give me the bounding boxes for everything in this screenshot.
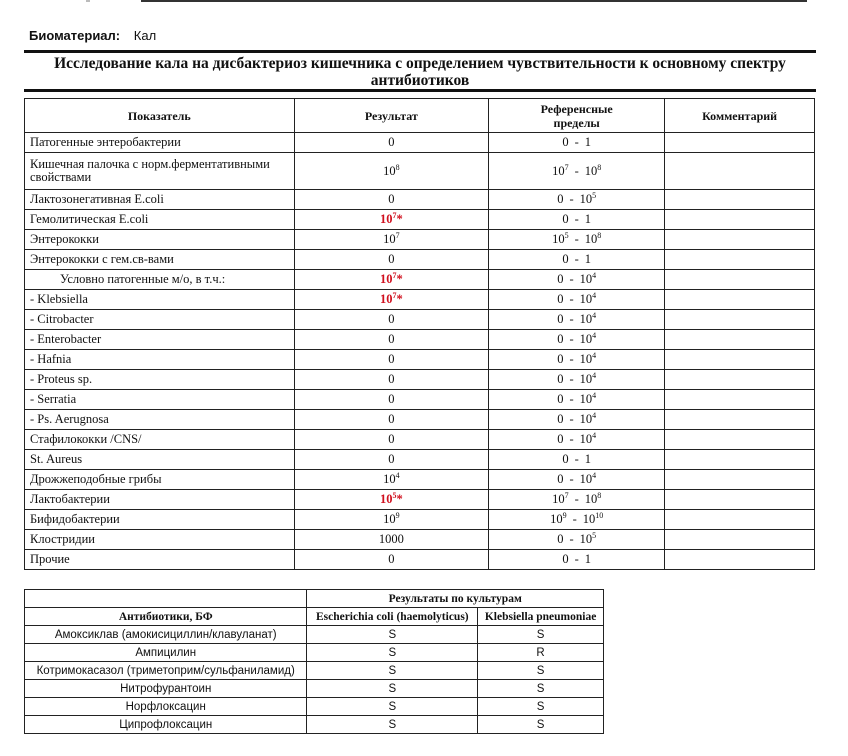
antibiotic-name: Ципрофлоксацин xyxy=(25,716,307,734)
page-edge-mark xyxy=(86,0,90,2)
value-base: 10 xyxy=(579,312,593,326)
comment-cell xyxy=(665,450,815,470)
value-exponent: 4 xyxy=(592,271,597,280)
value-base: 1 xyxy=(584,552,592,566)
range-separator: - xyxy=(574,232,579,246)
reference-range xyxy=(489,390,665,410)
value-base: 0 xyxy=(388,192,395,206)
title-top-rule xyxy=(24,50,816,53)
reference-range xyxy=(489,133,665,153)
reference-range xyxy=(489,350,665,370)
comment-cell xyxy=(665,290,815,310)
value-exponent: 8 xyxy=(597,231,602,240)
result-row xyxy=(25,153,815,190)
abnormal-flag: * xyxy=(396,292,403,306)
value-base: 0 xyxy=(388,372,395,386)
results-table xyxy=(24,98,815,570)
indicator-name: Энтерококки с гем.св-вами xyxy=(25,250,295,270)
reference-range xyxy=(489,153,665,190)
comment-cell xyxy=(665,190,815,210)
abnormal-flag: * xyxy=(396,272,403,286)
result-row xyxy=(25,270,815,290)
page-title: Исследование кала на дисбактериоз кишечника с определением чувствительности к основному спектру антибиотиков xyxy=(54,55,786,89)
result-row xyxy=(25,470,815,490)
comment-cell xyxy=(665,350,815,370)
result-value xyxy=(294,290,489,310)
value-exponent: 4 xyxy=(395,471,400,480)
value-base: 10 xyxy=(552,492,565,506)
value-base: 0 xyxy=(388,392,395,406)
range-separator: - xyxy=(569,432,574,446)
value-exponent: 5 xyxy=(564,231,569,240)
abnormal-flag: * xyxy=(396,492,403,506)
result-value xyxy=(294,270,489,290)
value-base: 0 xyxy=(557,392,564,406)
value-base: 10 xyxy=(383,163,396,178)
value-base: 10 xyxy=(380,292,393,306)
value-exponent: 7 xyxy=(392,271,397,280)
value-base: 10 xyxy=(383,472,396,486)
range-separator: - xyxy=(569,412,574,426)
header-antibiotic: Антибиотики, БФ xyxy=(25,608,307,626)
result-row xyxy=(25,310,815,330)
value-base: 0 xyxy=(388,352,395,366)
value-base: 1000 xyxy=(378,532,404,546)
header-klebsiella: Klebsiella pneumoniae xyxy=(478,608,604,626)
antibiotic-row xyxy=(25,698,604,716)
ecoli-sensitivity: S xyxy=(307,662,478,680)
klebsiella-sensitivity: S xyxy=(478,716,604,734)
value-base: 10 xyxy=(584,232,598,246)
comment-cell xyxy=(665,470,815,490)
value-exponent: 4 xyxy=(592,291,597,300)
antibiotics-table xyxy=(24,589,604,734)
value-base: 10 xyxy=(579,472,593,486)
indicator-name: Кишечная палочка с норм.ферментативными свойствами xyxy=(25,153,295,190)
value-base: 0 xyxy=(388,452,395,466)
result-row xyxy=(25,190,815,210)
indicator-name: St. Aureus xyxy=(25,450,295,470)
result-row xyxy=(25,250,815,270)
range-separator: - xyxy=(569,372,574,386)
range-separator: - xyxy=(569,292,574,306)
value-base: 0 xyxy=(388,312,395,326)
reference-range xyxy=(489,470,665,490)
indicator-name: Стафилококки /CNS/ xyxy=(25,430,295,450)
result-row xyxy=(25,530,815,550)
comment-cell xyxy=(665,430,815,450)
indicator-name: - Serratia xyxy=(25,390,295,410)
value-base: 0 xyxy=(557,372,564,386)
reference-range xyxy=(489,450,665,470)
comment-cell xyxy=(665,250,815,270)
result-row xyxy=(25,390,815,410)
value-base: 10 xyxy=(380,212,393,226)
indicator-name: Гемолитическая E.coli xyxy=(25,210,295,230)
abnormal-flag: * xyxy=(396,212,403,226)
cultures-group-header: Результаты по культурам xyxy=(307,590,604,608)
value-base: 0 xyxy=(557,312,564,326)
value-exponent: 7 xyxy=(392,291,397,300)
range-separator: - xyxy=(574,135,579,149)
result-row xyxy=(25,290,815,310)
indicator-name: - Citrobacter xyxy=(25,310,295,330)
result-value xyxy=(294,330,489,350)
header-result: Результат xyxy=(294,99,489,133)
value-base: 10 xyxy=(383,512,396,526)
value-base: 10 xyxy=(582,512,596,526)
reference-range xyxy=(489,530,665,550)
value-base: 0 xyxy=(388,135,395,149)
value-base: 1 xyxy=(584,452,592,466)
result-value xyxy=(294,370,489,390)
reference-range xyxy=(489,510,665,530)
value-base: 10 xyxy=(380,272,393,286)
value-base: 10 xyxy=(579,412,593,426)
value-base: 0 xyxy=(557,332,564,346)
reference-range xyxy=(489,370,665,390)
antibiotic-row xyxy=(25,644,604,662)
range-separator: - xyxy=(574,163,579,178)
reference-range xyxy=(489,550,665,570)
comment-cell xyxy=(665,410,815,430)
result-value xyxy=(294,490,489,510)
result-value xyxy=(294,250,489,270)
biomaterial-value: Кал xyxy=(133,28,157,43)
ecoli-sensitivity: S xyxy=(307,626,478,644)
result-value xyxy=(294,133,489,153)
comment-cell xyxy=(665,270,815,290)
range-separator: - xyxy=(569,392,574,406)
comment-cell xyxy=(665,390,815,410)
range-separator: - xyxy=(569,192,574,206)
reference-range xyxy=(489,410,665,430)
value-exponent: 8 xyxy=(597,491,602,500)
value-base: 0 xyxy=(557,352,564,366)
result-row xyxy=(25,550,815,570)
result-row xyxy=(25,430,815,450)
comment-cell xyxy=(665,550,815,570)
result-value xyxy=(294,430,489,450)
antibiotic-name: Амоксиклав (амокисициллин/клавуланат) xyxy=(25,626,307,644)
indicator-name: - Proteus sp. xyxy=(25,370,295,390)
klebsiella-sensitivity: R xyxy=(478,644,604,662)
antibiotic-row xyxy=(25,662,604,680)
ecoli-sensitivity: S xyxy=(307,680,478,698)
range-separator: - xyxy=(569,332,574,346)
indicator-name: - Enterobacter xyxy=(25,330,295,350)
klebsiella-sensitivity: S xyxy=(478,698,604,716)
value-exponent: 4 xyxy=(592,331,597,340)
value-exponent: 4 xyxy=(592,391,597,400)
range-separator: - xyxy=(572,512,577,526)
value-exponent: 7 xyxy=(564,491,569,500)
value-base: 10 xyxy=(380,492,393,506)
comment-cell xyxy=(665,133,815,153)
value-exponent: 9 xyxy=(395,511,400,520)
value-base: 10 xyxy=(579,332,593,346)
antibiotic-name: Ампицилин xyxy=(25,644,307,662)
result-value xyxy=(294,470,489,490)
antibiotics-blank-header xyxy=(25,590,307,608)
reference-range xyxy=(489,270,665,290)
comment-cell xyxy=(665,370,815,390)
value-exponent: 7 xyxy=(564,162,569,172)
comment-cell xyxy=(665,530,815,550)
value-base: 0 xyxy=(557,472,564,486)
range-separator: - xyxy=(569,352,574,366)
value-base: 10 xyxy=(550,512,563,526)
value-base: 10 xyxy=(383,232,396,246)
value-exponent: 5 xyxy=(392,491,397,500)
result-value xyxy=(294,310,489,330)
reference-range xyxy=(489,430,665,450)
value-exponent: 8 xyxy=(395,162,400,172)
result-value xyxy=(294,153,489,190)
comment-cell xyxy=(665,310,815,330)
range-separator: - xyxy=(569,272,574,286)
value-base: 10 xyxy=(579,432,593,446)
comment-cell xyxy=(665,510,815,530)
value-base: 0 xyxy=(557,292,564,306)
value-base: 0 xyxy=(562,452,569,466)
value-exponent: 4 xyxy=(592,371,597,380)
value-base: 0 xyxy=(557,412,564,426)
value-exponent: 4 xyxy=(592,311,597,320)
value-base: 1 xyxy=(584,135,592,149)
ecoli-sensitivity: S xyxy=(307,698,478,716)
range-separator: - xyxy=(569,532,574,546)
value-base: 0 xyxy=(557,532,564,546)
result-row xyxy=(25,490,815,510)
antibiotic-row xyxy=(25,626,604,644)
comment-cell xyxy=(665,153,815,190)
indicator-name: Патогенные энтеробактерии xyxy=(25,133,295,153)
result-row xyxy=(25,230,815,250)
value-exponent: 5 xyxy=(592,531,597,540)
result-row xyxy=(25,410,815,430)
comment-cell xyxy=(665,230,815,250)
ecoli-sensitivity: S xyxy=(307,716,478,734)
range-separator: - xyxy=(574,212,579,226)
value-base: 10 xyxy=(579,292,593,306)
reference-range xyxy=(489,250,665,270)
reference-range xyxy=(489,190,665,210)
comment-cell xyxy=(665,490,815,510)
result-value xyxy=(294,390,489,410)
value-exponent: 7 xyxy=(395,231,400,240)
ecoli-sensitivity: S xyxy=(307,644,478,662)
value-exponent: 8 xyxy=(597,162,602,172)
result-value xyxy=(294,210,489,230)
klebsiella-sensitivity: S xyxy=(478,626,604,644)
value-exponent: 4 xyxy=(592,411,597,420)
value-base: 10 xyxy=(552,163,565,178)
value-base: 0 xyxy=(388,252,395,266)
result-row xyxy=(25,330,815,350)
value-base: 0 xyxy=(562,135,569,149)
value-base: 0 xyxy=(562,212,569,226)
value-base: 0 xyxy=(562,552,569,566)
value-base: 0 xyxy=(388,412,395,426)
value-base: 0 xyxy=(557,432,564,446)
range-separator: - xyxy=(569,472,574,486)
value-base: 10 xyxy=(579,392,593,406)
value-exponent: 9 xyxy=(562,511,567,520)
indicator-name: Дрожжеподобные грибы xyxy=(25,470,295,490)
title-bottom-rule xyxy=(24,89,816,92)
antibiotic-row xyxy=(25,680,604,698)
value-base: 0 xyxy=(562,252,569,266)
reference-range xyxy=(489,330,665,350)
results-header-row xyxy=(25,99,815,133)
reference-range xyxy=(489,290,665,310)
value-base: 1 xyxy=(584,212,592,226)
reference-range xyxy=(489,210,665,230)
antibiotics-group-row xyxy=(25,590,604,608)
header-indicator: Показатель xyxy=(25,99,295,133)
value-exponent: 4 xyxy=(592,471,597,480)
value-exponent: 7 xyxy=(392,211,397,220)
indicator-name: Прочие xyxy=(25,550,295,570)
header-ecoli: Escherichia coli (haemolyticus) xyxy=(307,608,478,626)
value-base: 10 xyxy=(579,272,593,286)
value-base: 0 xyxy=(557,192,564,206)
comment-cell xyxy=(665,210,815,230)
reference-range xyxy=(489,310,665,330)
top-rule xyxy=(141,0,807,2)
range-separator: - xyxy=(574,552,579,566)
reference-range xyxy=(489,230,665,250)
reference-range xyxy=(489,490,665,510)
result-row xyxy=(25,510,815,530)
value-base: 10 xyxy=(579,192,593,206)
value-base: 0 xyxy=(388,552,395,566)
value-base: 0 xyxy=(388,332,395,346)
range-separator: - xyxy=(574,452,579,466)
result-row xyxy=(25,210,815,230)
result-row xyxy=(25,350,815,370)
klebsiella-sensitivity: S xyxy=(478,662,604,680)
result-value xyxy=(294,350,489,370)
antibiotic-row xyxy=(25,716,604,734)
result-value xyxy=(294,550,489,570)
result-value xyxy=(294,190,489,210)
result-value xyxy=(294,530,489,550)
antibiotic-name: Норфлоксацин xyxy=(25,698,307,716)
range-separator: - xyxy=(569,312,574,326)
value-base: 10 xyxy=(584,492,598,506)
value-base: 10 xyxy=(579,372,593,386)
range-separator: - xyxy=(574,492,579,506)
result-row xyxy=(25,133,815,153)
biomaterial xyxy=(29,28,156,43)
result-value xyxy=(294,450,489,470)
indicator-name: Лактобактерии xyxy=(25,490,295,510)
antibiotics-header-row xyxy=(25,608,604,626)
indicator-name: - Ps. Aerugnosa xyxy=(25,410,295,430)
value-exponent: 4 xyxy=(592,431,597,440)
value-exponent: 10 xyxy=(595,511,604,520)
value-exponent: 4 xyxy=(592,351,597,360)
header-reference xyxy=(489,99,665,133)
result-row xyxy=(25,450,815,470)
indicator-name: Энтерококки xyxy=(25,230,295,250)
result-value xyxy=(294,410,489,430)
value-base: 0 xyxy=(557,272,564,286)
value-base: 0 xyxy=(388,432,395,446)
klebsiella-sensitivity: S xyxy=(478,680,604,698)
range-separator: - xyxy=(574,252,579,266)
header-reference-text: Референсные пределы xyxy=(540,101,613,130)
indicator-name: Клостридии xyxy=(25,530,295,550)
indicator-name: - Hafnia xyxy=(25,350,295,370)
biomaterial-label: Биоматериал: xyxy=(29,28,121,43)
indicator-name: Бифидобактерии xyxy=(25,510,295,530)
header-comment: Комментарий xyxy=(665,99,815,133)
indicator-name: - Klebsiella xyxy=(25,290,295,310)
value-base: 1 xyxy=(584,252,592,266)
result-row xyxy=(25,370,815,390)
value-base: 10 xyxy=(579,352,593,366)
result-value xyxy=(294,510,489,530)
antibiotic-name: Нитрофурантоин xyxy=(25,680,307,698)
antibiotic-name: Котримокасазол (триметоприм/сульфаниламид) xyxy=(25,662,307,680)
result-value xyxy=(294,230,489,250)
indicator-name: Лактозонегативная E.coli xyxy=(25,190,295,210)
indicator-name: Условно патогенные м/о, в т.ч.: xyxy=(25,270,295,290)
value-base: 10 xyxy=(552,232,565,246)
comment-cell xyxy=(665,330,815,350)
value-base: 10 xyxy=(579,532,593,546)
value-base: 10 xyxy=(584,163,598,178)
value-exponent: 5 xyxy=(592,191,597,200)
